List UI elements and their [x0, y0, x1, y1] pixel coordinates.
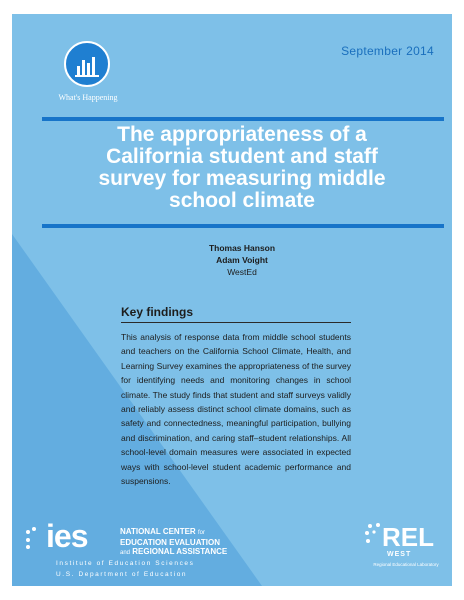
ies-logo: ies: [46, 518, 88, 554]
rel-region: WEST: [387, 551, 412, 558]
rel-logo: REL: [382, 522, 434, 552]
title-rule-top: [42, 117, 444, 121]
report-title: The appropriateness of a California student and staff survey for measuring middle school climate: [98, 123, 386, 212]
author-name: Thomas Hanson: [208, 243, 276, 253]
author-name: Adam Voight: [216, 255, 268, 265]
title-rule-bottom: [42, 224, 444, 228]
publication-date: September 2014: [341, 44, 434, 58]
nces-line-3-small: and: [120, 550, 131, 556]
ies-dots-icon: [24, 526, 48, 550]
key-findings-divider: [121, 322, 351, 323]
ies-full-name: Institute of Education Sciences: [56, 560, 195, 567]
report-cover: [12, 14, 452, 586]
rel-full-name: Regional Educational Laboratory: [373, 562, 439, 567]
nces-line-2: EDUCATION EVALUATION: [120, 538, 220, 547]
department-name: U.S. Department of Education: [56, 571, 188, 578]
nces-name: [120, 527, 227, 558]
author-block: [172, 242, 312, 278]
series-label: What's Happening: [58, 93, 118, 102]
bar-chart-logo-icon: [64, 41, 110, 87]
nces-line-3: REGIONAL ASSISTANCE: [132, 547, 228, 556]
key-findings-body: This analysis of response data from middle school students and teachers on the California School Climate, Health, and Learning Survey examines the appropriateness of the survey for identifying needs and monitoring changes in school climate. The study finds that student and staff surveys validly and reliably assess distinct school climate domains, such as safety and connectedness, meaningful participation, bullying and discrimination, and caring staff–student relationships. All school-level domain measures were associated in expected ways with school-level student academic performance and suspensions.: [121, 332, 351, 487]
nces-line-1-small: for: [197, 530, 205, 536]
rel-dots-icon: [362, 522, 384, 548]
author-affiliation: WestEd: [227, 267, 257, 277]
key-findings-heading: Key findings: [121, 305, 194, 319]
nces-line-1: NATIONAL CENTER: [120, 527, 196, 536]
